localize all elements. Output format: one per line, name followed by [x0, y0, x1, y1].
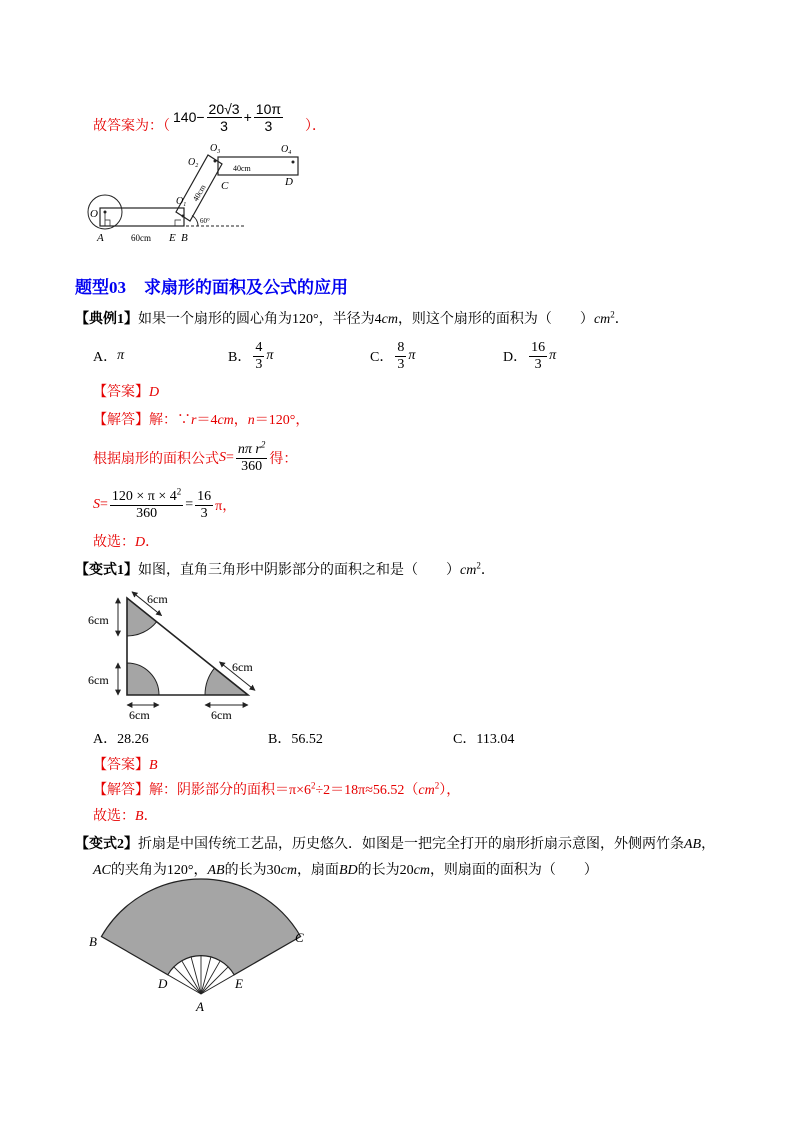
triangle-figure: [85, 585, 265, 725]
section-title-text: 求扇形的面积及公式的应用: [144, 278, 348, 297]
label-b: B: [89, 934, 97, 949]
stem-text: ，则扇面的面积为（ ）: [429, 863, 598, 878]
unit: cm: [280, 863, 297, 878]
label-angle: 60°: [200, 217, 210, 225]
label-hyp-right: 6cm: [232, 660, 253, 674]
answer-value: B: [149, 758, 158, 773]
variant-2-tag: 【变式2】: [75, 837, 138, 852]
var-n: n: [247, 413, 255, 428]
label-e: E: [235, 976, 243, 991]
prev-answer-formula: [173, 98, 285, 136]
stem-text: ，则这个扇形的面积为（ ）: [397, 312, 594, 327]
exponent: 2: [260, 438, 266, 449]
label-o1: $O_1$: [176, 196, 187, 208]
example-1-option-a: [93, 338, 124, 374]
area-formula-fraction: [236, 438, 267, 475]
unit: cm: [593, 312, 611, 327]
stem-end: ．: [614, 312, 629, 327]
label-slant-length: 40cm: [190, 183, 208, 203]
option-pi: π: [549, 348, 557, 363]
solution-text: ，: [233, 413, 248, 428]
example-1-option-d: [503, 338, 556, 374]
label-top-length: 40cm: [233, 164, 251, 173]
folding-fan-figure: [85, 876, 315, 1016]
answer-tag: 【答案】: [93, 758, 149, 773]
fraction-denominator: 360: [241, 458, 263, 474]
label-a: A: [196, 999, 204, 1014]
fraction-denominator: 3: [255, 356, 263, 372]
section-number: 题型03: [75, 278, 126, 297]
center-dot: [292, 161, 295, 164]
formula-fraction-2: [254, 101, 283, 134]
right-angle-mark: [105, 220, 110, 226]
variant-1-option-a: A．28.26: [93, 732, 149, 747]
label-o4: $O_4$: [281, 144, 292, 156]
example-1-tag: 【典例1】: [75, 312, 138, 327]
unit: cm: [418, 783, 435, 798]
variant-1-answer: [93, 757, 158, 775]
option-label: C．: [370, 350, 394, 365]
exponent: 2: [434, 780, 440, 791]
fraction-denominator: 3: [264, 117, 273, 134]
conclusion-text: 故选：: [93, 809, 135, 824]
label-a: A: [97, 232, 104, 244]
example-1-conclusion: [93, 534, 159, 552]
example-1-option-c: [370, 338, 415, 374]
shaded-sector-left: [127, 663, 159, 695]
fraction-numerator: 8: [397, 339, 405, 355]
label-hyp-top: 6cm: [147, 592, 168, 606]
fraction-denominator: 3: [220, 117, 228, 134]
numerator-base: nπ r: [237, 441, 261, 457]
exponent: 2: [476, 560, 481, 571]
label-left-bottom: 6cm: [88, 673, 109, 687]
result-fraction: [195, 489, 213, 522]
fraction-numerator: 4: [255, 339, 263, 355]
stem-text: 的夹角为120°，: [110, 863, 208, 878]
stem-text: 折扇是中国传统工艺品，历史悠久．如图是一把完全打开的扇形折扇示意图，外侧两竹条: [138, 837, 684, 852]
stem-text: ，: [701, 837, 716, 852]
label-left-top: 6cm: [88, 613, 109, 627]
exponent: 2: [310, 780, 316, 791]
solution-text: 【解答】解：∵: [93, 413, 191, 428]
fraction-numerator: [236, 438, 267, 459]
conclusion-value: D: [135, 535, 146, 550]
unit: cm: [381, 312, 398, 327]
example-1-question: [75, 311, 629, 329]
center-dot: [182, 215, 185, 218]
option-label: B．: [228, 350, 252, 365]
segment-ab: AB: [684, 837, 702, 852]
variant-1-tag: 【变式1】: [75, 563, 138, 578]
example-1-option-b: [228, 338, 273, 374]
variant-1-solution: [93, 782, 460, 800]
fraction-denominator: 360: [136, 505, 158, 521]
unit: cm: [413, 863, 430, 878]
right-angle-mark: [175, 220, 181, 226]
center-dot: [214, 160, 217, 163]
fraction-numerator: 16: [531, 339, 546, 355]
solution-text: 根据扇形的面积公式: [93, 452, 219, 467]
label-d: D: [285, 176, 293, 188]
label-c: C: [221, 180, 229, 192]
equals: =: [226, 450, 234, 465]
computation-fraction: [110, 485, 183, 522]
fraction-denominator: 3: [200, 505, 208, 521]
option-fraction: [253, 340, 264, 373]
formula-fraction-1: [207, 101, 242, 134]
stem-text: 如图，直角三角形中阴影部分的面积之和是（ ）: [138, 563, 460, 578]
label-b: B: [181, 232, 188, 244]
option-fraction: [395, 340, 406, 373]
var-s: S: [219, 450, 226, 465]
segment-ab: AB: [207, 863, 225, 878]
label-d: D: [158, 976, 168, 991]
label-bottom-right: 6cm: [211, 708, 232, 722]
example-1-solution-line-1: [93, 412, 309, 430]
unit: cm: [217, 413, 234, 428]
solution-text: 【解答】解：阴影部分的面积＝π×6: [93, 783, 311, 798]
numerator-base: 120 × π × 4: [111, 488, 177, 504]
variant-2-question-line-1: [75, 836, 715, 854]
fraction-numerator: 16: [197, 488, 212, 504]
exponent: 2: [176, 485, 182, 496]
angle-arc: [192, 216, 198, 226]
stem-end: ．: [480, 563, 495, 578]
segment-ac: AC: [93, 863, 111, 878]
solution-text: 得：: [269, 452, 298, 467]
label-e: E: [169, 232, 176, 244]
stem-text: 如果一个扇形的圆心角为120°，半径为4: [138, 312, 382, 327]
variant-1-conclusion: [93, 808, 158, 826]
formula-lead: 140−: [173, 109, 205, 125]
variant-1-option-c: C．113.04: [453, 732, 515, 747]
solution-text: ＝4: [196, 413, 218, 428]
solution-text: ÷2＝18π≈56.52（: [315, 783, 419, 798]
answer-value: D: [149, 385, 160, 400]
stem-text: 的长为20: [357, 863, 414, 878]
variant-1-option-b: B．56.52: [268, 732, 323, 747]
fraction-denominator: 3: [534, 356, 542, 372]
var-s: S: [93, 497, 100, 512]
conclusion-text: ．: [143, 809, 158, 824]
solution-text: ），: [439, 783, 461, 798]
section-title: [75, 279, 348, 297]
arm-figure: [85, 140, 310, 250]
example-1-answer: [93, 384, 159, 402]
stem-text: 的长为30: [224, 863, 281, 878]
option-pi: π: [266, 348, 274, 363]
segment-bd: BD: [338, 863, 358, 878]
exponent: 2: [610, 309, 615, 320]
conclusion-value: B: [135, 809, 144, 824]
formula-operator: +: [243, 109, 252, 125]
top-arm: [218, 157, 298, 175]
option-label: D．: [503, 350, 528, 365]
label-base-length: 60cm: [131, 233, 151, 243]
option-pi: π: [408, 348, 416, 363]
solution-text: ＝120°，: [254, 413, 310, 428]
var-r: r: [191, 413, 197, 428]
fraction-numerator: 10π: [255, 100, 282, 117]
fraction-numerator: [110, 485, 183, 506]
equals: =: [185, 497, 194, 512]
conclusion-text: 故选：: [93, 535, 135, 550]
label-o3: $O_3$: [210, 143, 221, 155]
fraction-denominator: 3: [397, 356, 405, 372]
base-arm: [100, 208, 184, 226]
option-fraction: [529, 340, 547, 373]
solution-text: π，: [215, 499, 237, 514]
label-o: O: [90, 208, 98, 220]
stem-text: ，扇面: [296, 863, 339, 878]
fraction-numerator: 20√3: [208, 100, 240, 117]
center-dot: [104, 211, 107, 214]
example-1-solution-line-3: [93, 486, 236, 524]
option-label: A．: [93, 350, 118, 365]
variant-1-question: [75, 562, 495, 580]
conclusion-text: ．: [145, 535, 160, 550]
label-o2: $O_2$: [188, 157, 199, 169]
prev-answer-suffix: ）．: [305, 119, 326, 134]
prev-answer-prefix: 故答案为：（: [93, 119, 170, 134]
equals: =: [100, 497, 108, 512]
example-1-solution-line-2: [93, 440, 297, 476]
unit: cm: [460, 563, 477, 578]
label-c: C: [295, 930, 304, 945]
answer-tag: 【答案】: [93, 385, 149, 400]
label-bottom-left: 6cm: [129, 708, 150, 722]
option-value: π: [117, 348, 125, 363]
